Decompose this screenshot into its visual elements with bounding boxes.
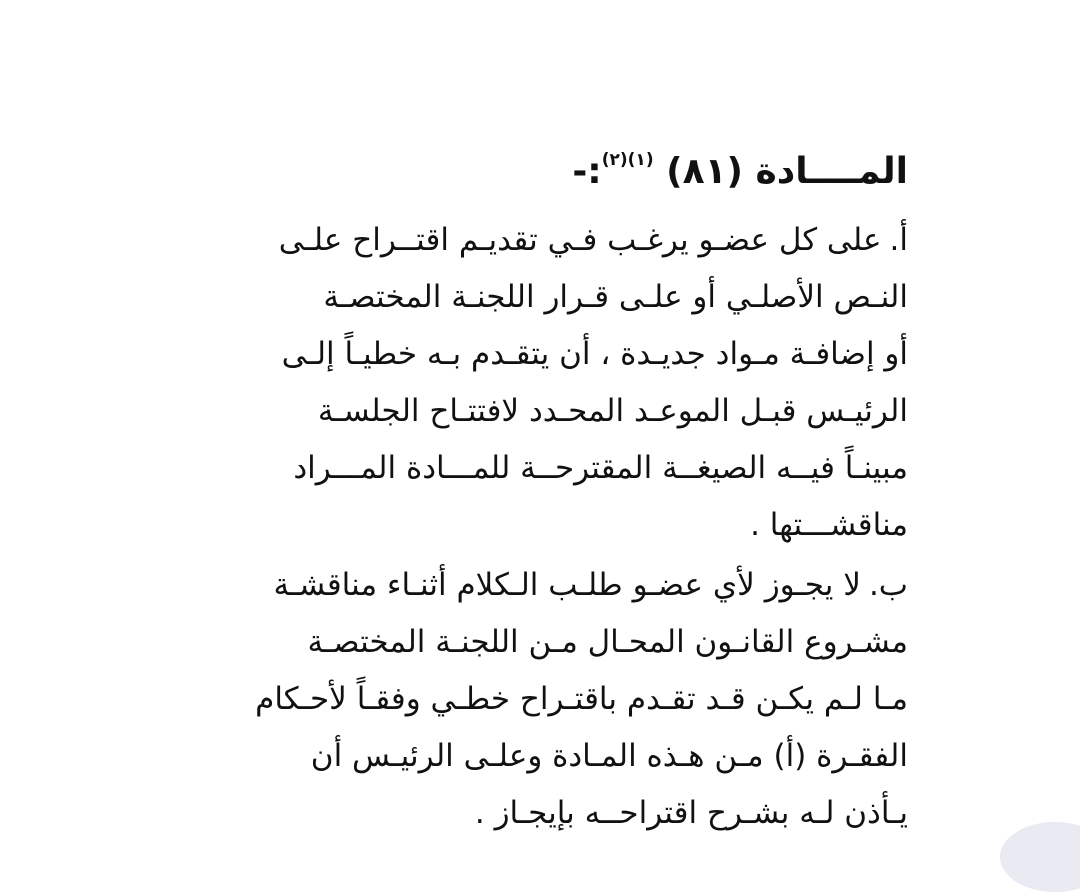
paragraph-marker: ب. [868,567,908,603]
paragraph-a [178,212,908,554]
paragraph-marker: أ. [889,222,908,258]
footnote-references: (١)(٢) [601,150,654,170]
paragraph-line: ب.لا يجـوز لأي عضـو طلـب الـكلام أثنـاء مناقشـة [178,557,908,614]
heading-suffix: :- [572,151,602,192]
paragraph-line: مـا لـم يكـن قـد تقـدم باقتـراح خطـي وفقـاً لأحـكام [255,681,908,717]
paragraph-line: الفقـرة (أ) مـن هـذه المـادة وعلـى الرئيـس أن [310,738,908,774]
corner-shadow [1000,822,1080,892]
paragraph-line: مبينـاً فيــه الصيغــة المقترحــة للمـــادة المـــراد [293,450,908,486]
paragraph-line: يـأذن لـه بشـرح اقتراحــه بإيجـاز . [474,795,908,831]
paragraph-line: مشـروع القانـون المحـال مـن اللجنـة المختصـة [307,624,908,660]
paragraph-b [178,557,908,842]
paragraph-line: النـص الأصلـي أو علـى قـرار اللجنـة المختصـة [323,279,908,315]
paragraph-line: أ.على كل عضـو يرغـب فـي تقديـم اقتــراح علـى [178,212,908,269]
paragraph-line: مناقشـــتها . [750,507,908,543]
paragraph-line: أو إضافـة مـواد جديـدة ، أن يتقـدم بـه خطيـاً إلـى [281,336,908,372]
paragraph-line: الرئيـس قبـل الموعـد المحـدد لافتتـاح الجلسـة [317,393,908,429]
article-heading [168,142,908,202]
article-title: المــــادة (٨١) [666,151,908,192]
